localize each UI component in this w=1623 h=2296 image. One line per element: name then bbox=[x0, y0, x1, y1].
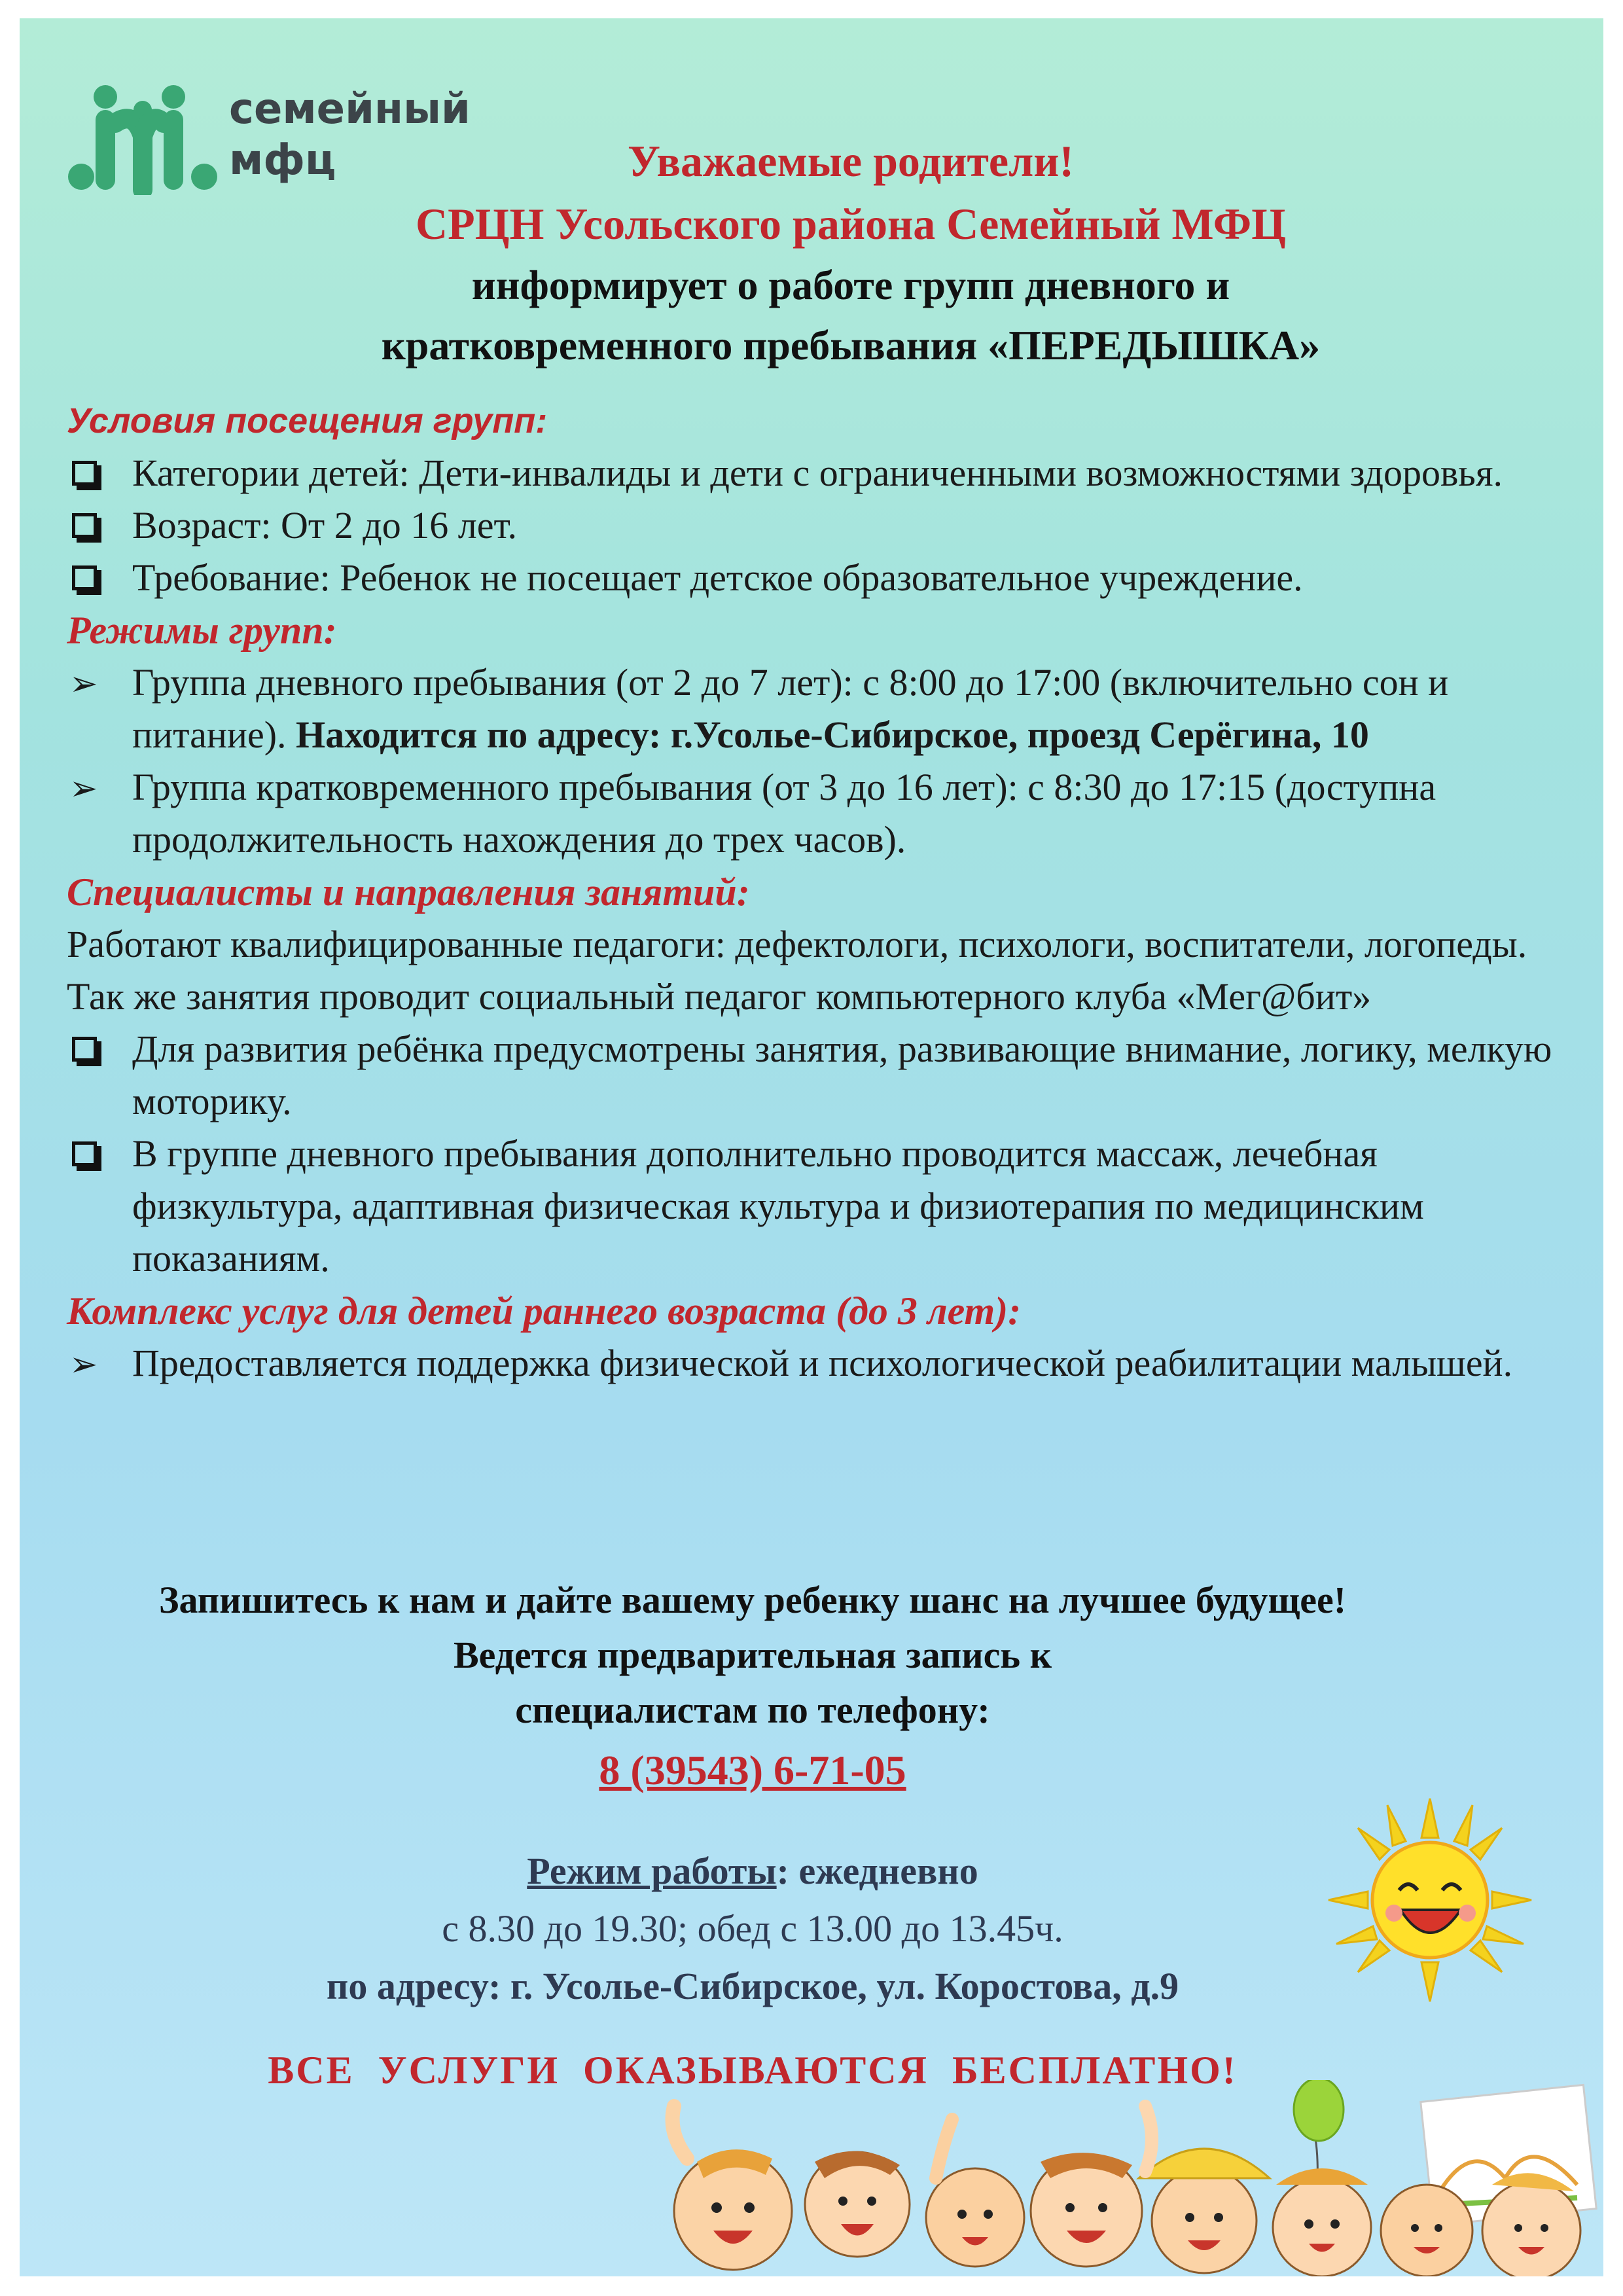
logo-line-1: семейный bbox=[229, 85, 471, 134]
checkbox-bullet-icon bbox=[67, 1023, 119, 1075]
header-line-3: информирует о работе групп дневного и bbox=[471, 262, 1230, 308]
org-name: СРЦН Усольского района Семейный МФЦ bbox=[415, 199, 1287, 249]
conditions-title: Условия посещения групп: bbox=[67, 401, 548, 440]
hours-line bbox=[20, 1842, 1486, 1900]
footer bbox=[20, 1573, 1486, 2093]
record-line-1: Ведется предварительная запись к bbox=[453, 1634, 1052, 1676]
list-item bbox=[67, 656, 1572, 761]
smiling-sun-icon bbox=[1322, 1792, 1538, 2008]
list-item-text: Категории детей: Дети-инвалиды и дети с ограниченными возможностями здоровья. bbox=[132, 452, 1503, 494]
specialists-title: Специалисты и направления занятий: bbox=[67, 870, 750, 914]
phone-link[interactable]: 8 (39543) 6-71-05 bbox=[599, 1747, 906, 1793]
logo-line-2: мфц bbox=[229, 136, 336, 185]
list-item bbox=[67, 552, 1572, 604]
list-item bbox=[67, 1023, 1572, 1128]
list-item bbox=[67, 761, 1572, 866]
free-services-banner: ВСЕ УСЛУГИ ОКАЗЫВАЮТСЯ БЕСПЛАТНО! bbox=[268, 2049, 1238, 2092]
list-item-text: Требование: Ребенок не посещает детское образовательное учреждение. bbox=[132, 556, 1303, 599]
address-day-group: Находится по адресу: г.Усолье-Сибирское, проезд Серёгина, 10 bbox=[296, 713, 1369, 756]
list-item-text: В группе дневного пребывания дополнительно проводится массаж, лечебная физкультура, адаптивная физическая культура и физиотерапия по медицинским показаниям. bbox=[132, 1132, 1424, 1280]
flyer-page bbox=[20, 18, 1603, 2276]
list-item-text: Для развития ребёнка предусмотрены занятия, развивающие внимание, логику, мелкую моторику. bbox=[132, 1028, 1552, 1122]
header bbox=[20, 130, 1603, 376]
checkbox-bullet-icon bbox=[67, 1128, 119, 1180]
call-to-action: Запишитесь к нам и дайте вашему ребенку шанс на лучшее будущее! bbox=[158, 1579, 1347, 1621]
complex-title: Комплекс услуг для детей раннего возраста (до 3 лет): bbox=[67, 1289, 1022, 1333]
main-content bbox=[67, 395, 1572, 1390]
children-illustration bbox=[661, 2080, 1603, 2276]
checkbox-bullet-icon bbox=[67, 499, 119, 552]
hours-label: Режим работы bbox=[527, 1850, 777, 1892]
list-item bbox=[67, 1128, 1572, 1285]
list-item bbox=[67, 1337, 1572, 1390]
arrow-bullet-icon: ➢ bbox=[69, 1345, 98, 1384]
checkbox-bullet-icon bbox=[67, 552, 119, 604]
header-line-4: кратковременного пребывания «ПЕРЕДЫШКА» bbox=[381, 322, 1321, 368]
list-item-text: Возраст: От 2 до 16 лет. bbox=[132, 504, 517, 547]
list-item-text: Группа кратковременного пребывания (от 3 до 16 лет): с 8:30 до 17:15 (доступна продолжительность нахождения до трех часов). bbox=[132, 766, 1436, 861]
modes-title: Режимы групп: bbox=[67, 609, 337, 652]
list-item bbox=[67, 447, 1572, 499]
record-line-2: специалистам по телефону: bbox=[515, 1689, 990, 1731]
list-item bbox=[67, 499, 1572, 552]
arrow-bullet-icon: ➢ bbox=[69, 769, 98, 808]
hours-detail: с 8.30 до 19.30; обед с 13.00 до 13.45ч. bbox=[442, 1907, 1063, 1950]
greeting: Уважаемые родители! bbox=[627, 136, 1075, 186]
specialists-paragraph: Работают квалифицированные педагоги: дефектологи, психологи, воспитатели, логопеды. Так же занятия проводит социальный педагог компьютерного клуба «Мег@бит» bbox=[67, 923, 1527, 1018]
address: по адресу: г. Усолье-Сибирское, ул. Коростова, д.9 bbox=[326, 1965, 1179, 2007]
checkbox-bullet-icon bbox=[67, 447, 119, 499]
list-item-text: Предоставляется поддержка физической и психологической реабилитации малышей. bbox=[132, 1342, 1513, 1384]
hours-value: : ежедневно bbox=[776, 1850, 978, 1892]
arrow-bullet-icon: ➢ bbox=[69, 664, 98, 704]
list-item-text: Группа дневного пребывания (от 2 до 7 лет): с 8:00 до 17:00 (включительно сон и питание). bbox=[132, 661, 1449, 756]
